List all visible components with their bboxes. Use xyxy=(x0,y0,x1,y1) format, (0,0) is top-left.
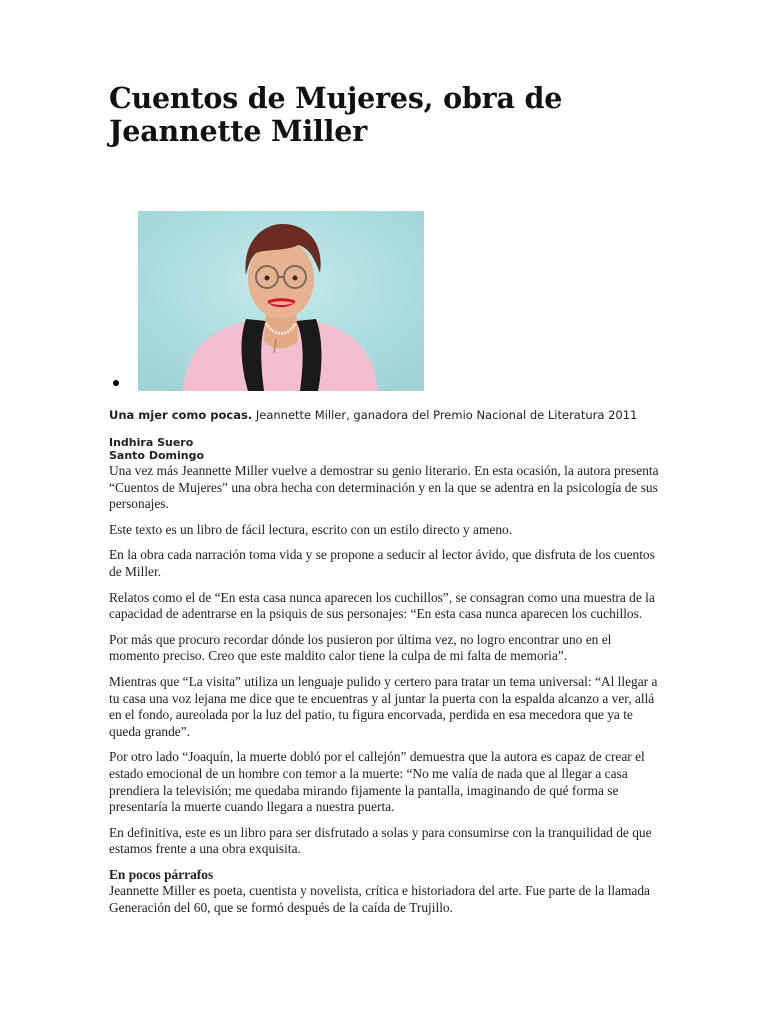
author-location: Santo Domingo xyxy=(109,448,205,462)
article-title: Cuentos de Mujeres, obra de Jeannette Miller xyxy=(109,81,563,148)
paragraph: Jeannette Miller es poeta, cuentista y novelista, crítica e historiadora del arte. Fue parte de la llamada Generación del 60, que se formó después de la caída de Trujillo. xyxy=(109,883,650,916)
photo-caption xyxy=(109,407,709,423)
paragraph: Una vez más Jeannette Miller vuelve a demostrar su genio literario. En esta ocasión, la autora presenta “Cuentos de Mujeres” una obra hecha con determinación y en la que se adentra en la psicología de sus personajes. xyxy=(109,463,659,512)
byline xyxy=(109,437,204,462)
paragraph: En definitiva, este es un libro para ser disfrutado a solas y para consumirse con la tranquilidad de que estamos frente a una obra exquisita. xyxy=(109,824,652,857)
caption-title: Una mjer como pocas. xyxy=(109,408,253,422)
paragraph: Mientras que “La visita” utiliza un lenguaje pulido y certero para tratar un tema universal: “Al llegar a tu casa una voz lejana me dice que te encuentras y al juntar la puerta con la espalda alcanzo a ver, allá en el fondo, aureolada por la luz del patio, tu figura encorvada, perdida en esa mecedora que ya te queda grande”. xyxy=(109,673,658,739)
list-bullet xyxy=(113,380,119,386)
paragraph: Por otro lado “Joaquín, la muerte dobló por el callejón” demuestra que la autora es capaz de crear el estado emocional de un hombre con temor a la muerte: “No me valía de nada que al llegar a casa prendiera la televisión; me quedaba mirando fijamente la pantalla, imaginando de qué forma se presentaría la muerte cuando llegara a nuestra puerta. xyxy=(109,749,645,815)
paragraph: Relatos como el de “En esta casa nunca aparecen los cuchillos”, se consagran como una muestra de la capacidad de adentrarse en la psiquis de sus personajes: “En esta casa nunca aparecen los cuchillos. xyxy=(109,589,655,622)
paragraph: Por más que procuro recordar dónde los pusieron por última vez, no logro encontrar uno en el momento preciso. Creo que este maldito calor tiene la culpa de mi falta de memoria”. xyxy=(109,631,612,664)
section-subheading: En pocos párrafos xyxy=(109,866,214,882)
caption-text: Jeannette Miller, ganadora del Premio Nacional de Literatura 2011 xyxy=(252,408,638,422)
paragraph: Este texto es un libro de fácil lectura, escrito con un estilo directo y ameno. xyxy=(109,521,513,537)
author-name: Indhira Suero xyxy=(109,436,194,449)
article-body xyxy=(109,463,664,926)
paragraph: En la obra cada narración toma vida y se propone a seducir al lector ávido, que disfruta de los cuentos de Miller. xyxy=(109,547,655,579)
author-photo xyxy=(138,211,424,391)
portrait-photo-icon xyxy=(138,211,424,391)
